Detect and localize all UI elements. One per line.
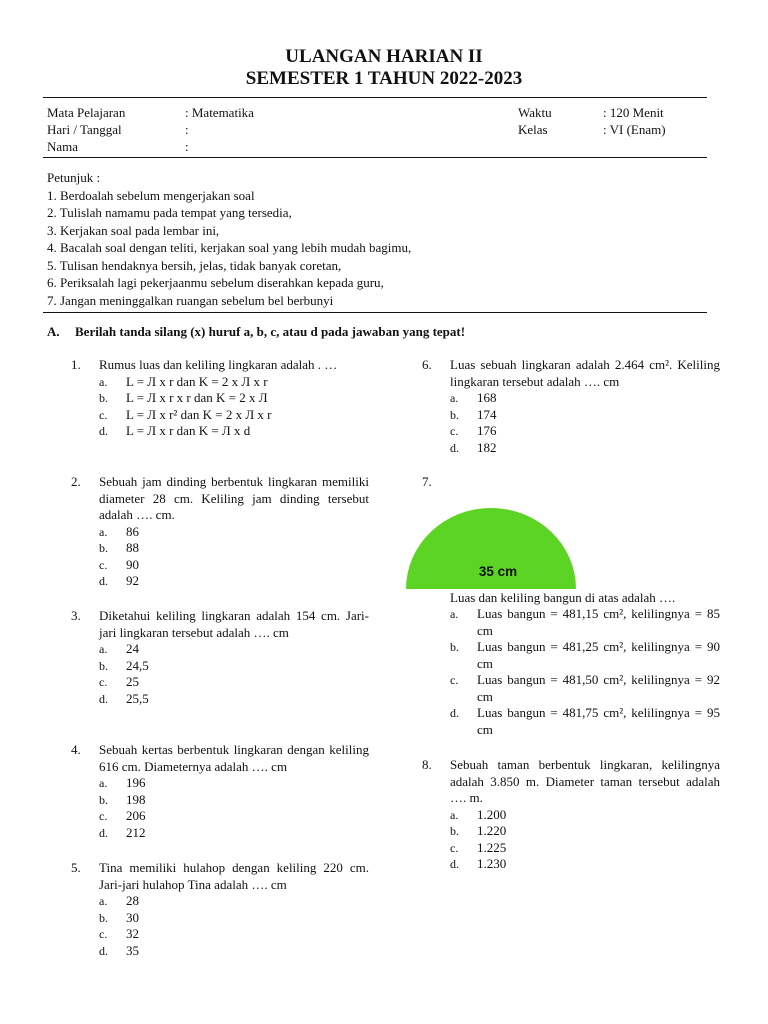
option-letter: a. [99, 642, 108, 656]
title-line-2: SEMESTER 1 TAHUN 2022-2023 [245, 68, 523, 89]
option-a[interactable] [450, 606, 720, 639]
option-b[interactable] [450, 823, 720, 840]
label-hari-tanggal: Hari / Tanggal [47, 122, 122, 137]
question-stem: Tina memiliki hulahop dengan keliling 220 cm. Jari-jari hulahop Tina adalah …. cm [99, 860, 369, 892]
option-c[interactable] [450, 423, 720, 440]
value-hari-tanggal[interactable]: : [185, 122, 189, 137]
question-1 [71, 357, 369, 440]
option-d[interactable] [450, 440, 720, 457]
option-letter: c. [99, 927, 108, 941]
option-letter: d. [99, 691, 108, 706]
option-letter: d. [450, 706, 459, 720]
semicircle-diameter-label: 35 cm [478, 564, 518, 579]
value-mata-pelajaran: : Matematika [185, 105, 254, 120]
option-letter: d. [450, 440, 459, 455]
option-b[interactable] [99, 910, 369, 927]
question-7-options [422, 606, 720, 738]
value-nama[interactable]: : [185, 139, 189, 154]
section-text: Berilah tanda silang (x) huruf a, b, c, atau d pada jawaban yang tepat! [75, 324, 466, 339]
option-text: 86 [126, 523, 139, 539]
question-stem: Diketahui keliling lingkaran adalah 154 cm. Jari-jari lingkaran tersebut adalah …. cm [99, 608, 369, 640]
option-text: 32 [126, 926, 139, 941]
option-letter: d. [99, 943, 108, 958]
option-letter: a. [99, 524, 108, 539]
option-letter: d. [450, 857, 459, 871]
instruction-item: 3. Kerjakan soal pada lembar ini, [47, 222, 220, 238]
option-text: 168 [477, 390, 497, 405]
instruction-item: 6. Periksalah lagi pekerjaanmu sebelum diserahkan kepada guru, [47, 275, 384, 290]
option-letter: c. [99, 407, 108, 422]
option-text: L = Л x r dan K = Л x d [126, 423, 251, 438]
question-number: 7. [422, 474, 432, 489]
option-c[interactable] [99, 407, 369, 424]
value-waktu: : 120 Menit [603, 105, 664, 120]
question-stem: Sebuah taman berbentuk lingkaran, kelilingnya adalah 3.850 m. Diameter taman tersebut adalah …. m. [450, 757, 720, 805]
option-a[interactable] [99, 641, 369, 658]
option-text: L = Л x r² dan K = 2 x Л x r [126, 406, 272, 422]
option-letter: b. [99, 391, 108, 405]
option-d[interactable] [99, 691, 369, 708]
option-letter: a. [450, 607, 459, 621]
question-number: 3. [71, 608, 81, 623]
instruction-item: 1. Berdoalah sebelum mengerjakan soal [47, 187, 255, 203]
question-4 [71, 742, 369, 841]
option-letter: b. [99, 792, 108, 807]
option-letter: b. [99, 910, 108, 925]
question-2 [71, 474, 369, 590]
divider-header [43, 157, 707, 158]
option-c[interactable] [99, 926, 369, 943]
option-text: 182 [477, 439, 497, 455]
instruction-item: 4. Bacalah soal dengan teliti, kerjakan soal yang lebih mudah bagimu, [47, 240, 412, 255]
option-text: 1.225 [477, 839, 507, 855]
label-nama: Nama [47, 139, 79, 154]
option-text: L = Л x r dan K = 2 x Л x r [126, 373, 268, 389]
question-stem: Rumus luas dan keliling lingkaran adalah . … [99, 357, 338, 372]
option-text: 206 [126, 808, 146, 823]
option-letter: a. [99, 374, 108, 389]
option-c[interactable] [99, 808, 369, 825]
option-text: 28 [126, 893, 139, 908]
option-letter: a. [99, 776, 108, 790]
option-a[interactable] [99, 374, 369, 391]
option-letter: c. [450, 673, 459, 687]
instruction-item: 2. Tulislah namamu pada tempat yang tersedia, [47, 205, 292, 220]
semicircle-figure [406, 504, 576, 590]
option-a[interactable] [99, 775, 369, 792]
option-letter: b. [99, 658, 108, 673]
option-letter: a. [450, 391, 459, 405]
section-letter: A. [47, 324, 60, 339]
option-text: Luas bangun = 481,50 cm², kelilingnya = 92 cm [477, 672, 720, 704]
option-text: 25,5 [126, 690, 149, 706]
option-text: 25 [126, 674, 139, 689]
question-number: 1. [71, 357, 81, 372]
option-letter: c. [99, 675, 108, 689]
option-b[interactable] [99, 390, 369, 407]
question-stem: Sebuah kertas berbentuk lingkaran dengan keliling 616 cm. Diameternya adalah …. cm [99, 742, 369, 774]
option-b[interactable] [450, 639, 720, 672]
option-letter: b. [99, 541, 108, 555]
question-stem: Luas sebuah lingkaran adalah 2.464 cm². Keliling lingkaran tersebut adalah …. cm [450, 357, 720, 389]
option-a[interactable] [450, 807, 720, 824]
question-7-stem: Luas dan keliling bangun di atas adalah …. [450, 590, 676, 605]
option-text: 92 [126, 573, 139, 588]
question-number: 6. [422, 357, 432, 372]
divider-top [43, 97, 707, 98]
instructions-heading: Petunjuk : [47, 170, 101, 185]
option-c[interactable] [99, 557, 369, 574]
option-letter: c. [99, 557, 108, 572]
option-letter: d. [99, 574, 108, 588]
option-d[interactable] [450, 705, 720, 738]
option-d[interactable] [450, 856, 720, 873]
option-c[interactable] [450, 672, 720, 705]
option-letter: d. [99, 424, 108, 438]
question-number: 8. [422, 757, 432, 772]
question-5 [71, 860, 369, 959]
value-kelas: : VI (Enam) [603, 122, 666, 137]
option-text: 176 [477, 423, 497, 438]
label-kelas: Kelas [518, 122, 548, 137]
option-text: 174 [477, 406, 497, 422]
option-c[interactable] [99, 674, 369, 691]
option-letter: d. [99, 825, 108, 840]
option-letter: b. [450, 824, 459, 838]
instruction-item: 7. Jangan meninggalkan ruangan sebelum bel berbunyi [47, 292, 334, 308]
option-text: 24 [126, 641, 139, 656]
instructions [47, 170, 707, 310]
option-text: Luas bangun = 481,25 cm², kelilingnya = 90 cm [477, 639, 720, 671]
option-text: 198 [126, 791, 146, 807]
label-waktu: Waktu [518, 105, 552, 120]
divider-instructions [43, 312, 707, 313]
option-letter: a. [450, 807, 459, 822]
option-c[interactable] [450, 840, 720, 857]
option-a[interactable] [99, 524, 369, 541]
option-d[interactable] [99, 943, 369, 960]
option-d[interactable] [99, 825, 369, 842]
question-3 [71, 608, 369, 707]
option-b[interactable] [99, 792, 369, 809]
option-text: 90 [126, 556, 139, 572]
option-letter: c. [450, 840, 459, 855]
question-8 [422, 757, 720, 873]
option-d[interactable] [99, 573, 369, 590]
option-text: Luas bangun = 481,75 cm², kelilingnya = 95 cm [477, 705, 720, 737]
question-6 [422, 357, 720, 456]
option-letter: a. [99, 894, 108, 908]
option-letter: b. [450, 407, 459, 422]
label-mata-pelajaran: Mata Pelajaran [47, 105, 126, 120]
option-text: 212 [126, 824, 146, 840]
option-letter: b. [450, 640, 459, 654]
option-text: Luas bangun = 481,15 cm², kelilingnya = 85 cm [477, 606, 720, 638]
option-b[interactable] [99, 540, 369, 557]
option-b[interactable] [99, 658, 369, 675]
option-b[interactable] [450, 407, 720, 424]
instruction-item: 5. Tulisan hendaknya bersih, jelas, tidak banyak coretan, [47, 257, 342, 273]
section-a-heading [47, 324, 465, 341]
option-text: 1.200 [477, 806, 507, 822]
option-text: 24,5 [126, 657, 149, 673]
option-a[interactable] [450, 390, 720, 407]
option-text: 88 [126, 540, 139, 555]
question-number: 5. [71, 860, 81, 875]
option-text: 1.230 [477, 856, 507, 871]
option-text: 1.220 [477, 823, 507, 838]
option-letter: c. [99, 809, 108, 823]
option-text: 35 [126, 942, 139, 958]
option-a[interactable] [99, 893, 369, 910]
option-d[interactable] [99, 423, 369, 440]
question-stem: Sebuah jam dinding berbentuk lingkaran memiliki diameter 28 cm. Keliling jam dinding tersebut adalah …. cm. [99, 474, 369, 522]
title-line-1: ULANGAN HARIAN II [285, 46, 483, 67]
option-text: 196 [126, 775, 146, 790]
option-text: L = Л x r x r dan K = 2 x Л [126, 390, 268, 405]
option-letter: c. [450, 424, 459, 438]
question-number: 2. [71, 474, 81, 489]
option-text: 30 [126, 909, 139, 925]
question-number: 4. [71, 742, 81, 757]
